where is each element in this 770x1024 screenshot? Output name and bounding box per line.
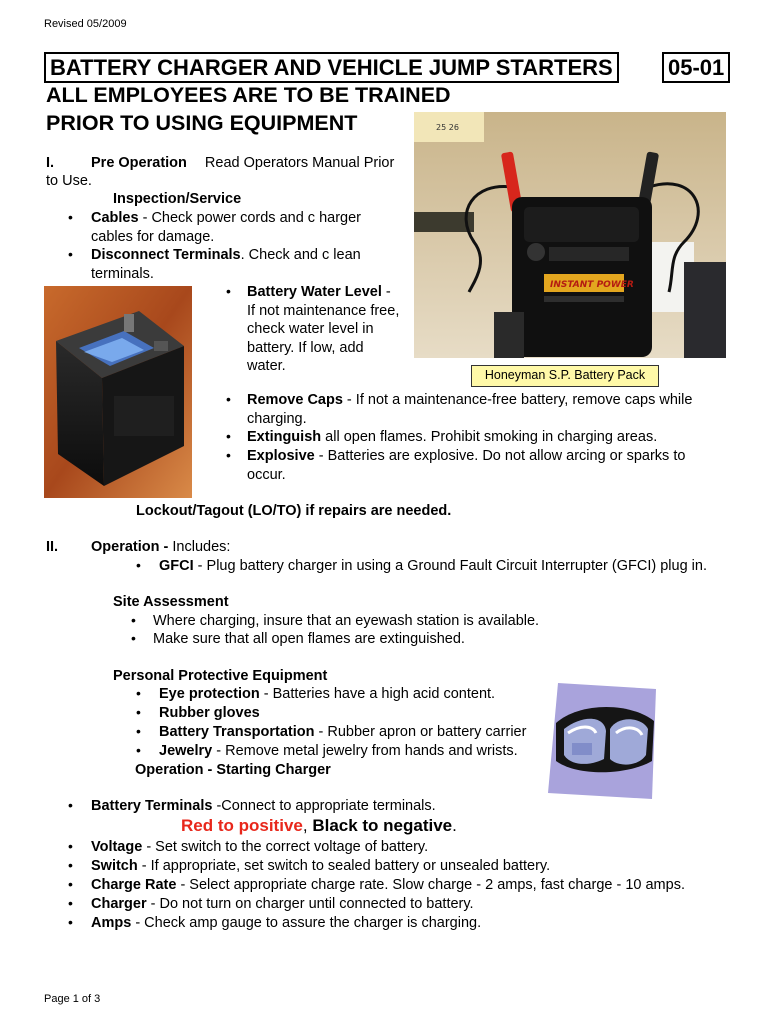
site-assessment-heading: Site Assessment <box>113 594 229 610</box>
section-1-heading: Pre Operation <box>91 155 187 171</box>
battery-terminals-label: Battery Terminals <box>91 798 213 814</box>
switch-text: - If appropriate, set switch to sealed battery or unsealed battery. <box>137 858 551 874</box>
water-level-text-e: water. <box>247 358 286 374</box>
ppe-eye-text: - Batteries have a high acid content. <box>259 686 496 702</box>
section-2-heading-tail: Includes: <box>172 539 231 555</box>
red-to-positive: Red to positive <box>181 816 303 835</box>
water-level-text-c: check water level in <box>247 321 374 337</box>
black-to-negative: Black to negative <box>312 816 453 835</box>
ppe-transport-text: - Rubber apron or battery carrier <box>314 724 527 740</box>
polarity-line <box>181 815 457 837</box>
jump-starter-brand-label: INSTANT POWER <box>550 280 634 290</box>
battery-terminals-text: -Connect to appropriate terminals. <box>212 798 436 814</box>
gfci-label: GFCI <box>159 558 194 574</box>
bullet-icon: • <box>131 630 136 646</box>
bullet-icon: • <box>68 797 73 813</box>
ppe-jewelry-text: - Remove metal jewelry from hands and wrists. <box>212 743 518 759</box>
lockout-note: Lockout/Tagout (LO/TO) if repairs are needed. <box>136 503 452 519</box>
water-level-text-b: If not maintenance free, <box>247 302 400 319</box>
bullet-icon: • <box>68 209 73 225</box>
remove-caps-item <box>247 391 725 428</box>
explosive-text: - Batteries are explosive. Do not allow arcing or sparks to <box>314 448 686 464</box>
ppe-eye-item <box>159 685 495 704</box>
amps-item <box>91 914 481 933</box>
ppe-eye-label: Eye protection <box>159 686 260 702</box>
bullet-icon: • <box>136 704 141 720</box>
bullet-icon: • <box>136 685 141 701</box>
voltage-text: - Set switch to the correct voltage of battery. <box>142 839 429 855</box>
cables-text: - Check power cords and c harger <box>138 210 361 226</box>
charge-rate-label: Charge Rate <box>91 877 177 893</box>
charge-rate-item <box>91 876 685 895</box>
water-level-text-d: battery. If low, add <box>247 339 364 356</box>
explosive-label: Explosive <box>247 448 315 464</box>
ppe-transport-item <box>159 723 526 742</box>
document-code: 05-01 <box>662 52 730 83</box>
bullet-icon: • <box>226 391 231 407</box>
cables-item <box>91 209 402 246</box>
revised-date: Revised 05/2009 <box>44 18 127 30</box>
extinguish-text: all open flames. Prohibit smoking in charging areas. <box>321 429 658 445</box>
switch-item <box>91 857 550 876</box>
gfci-item <box>159 557 707 576</box>
jump-starter-photo <box>414 112 726 358</box>
cables-text-cont: cables for damage. <box>91 228 215 245</box>
extinguish-item <box>247 428 657 447</box>
cables-label: Cables <box>91 210 139 226</box>
section-1-numeral: I. <box>46 155 55 171</box>
charger-item <box>91 895 474 914</box>
polarity-period: . <box>452 816 457 835</box>
ppe-jewelry-item <box>159 742 518 761</box>
explosive-item <box>247 447 725 484</box>
bullet-icon: • <box>68 838 73 854</box>
section-2-heading-line <box>91 538 230 557</box>
voltage-label: Voltage <box>91 839 143 855</box>
battery-photo-graphic <box>44 286 192 498</box>
bullet-icon: • <box>226 283 231 299</box>
disconnect-item <box>91 246 402 283</box>
safety-goggles-icon <box>548 683 660 799</box>
section-1-text: Read Operators Manual Prior <box>204 155 395 171</box>
bullet-icon: • <box>68 895 73 911</box>
section-2-heading: Operation - <box>91 539 173 555</box>
site-item: Where charging, insure that an eyewash station is available. <box>153 613 540 629</box>
subtitle-line-2: PRIOR TO USING EQUIPMENT <box>46 111 358 135</box>
section-1-heading-line <box>91 154 394 173</box>
gfci-text: - Plug battery charger in using a Ground Fault Circuit Interrupter (GFCI) plug in. <box>193 558 707 574</box>
ppe-jewelry-label: Jewelry <box>159 743 213 759</box>
water-level-label: Battery Water Level <box>247 284 382 300</box>
charger-label: Charger <box>91 896 147 912</box>
bullet-icon: • <box>68 876 73 892</box>
battery-photo <box>44 286 192 498</box>
bullet-icon: • <box>68 857 73 873</box>
explosive-text-cont: occur. <box>247 466 286 483</box>
voltage-item <box>91 838 428 857</box>
ppe-transport-label: Battery Transportation <box>159 724 315 740</box>
section-1-text-cont: to Use. <box>46 173 92 189</box>
bullet-icon: • <box>136 557 141 573</box>
ppe-heading: Personal Protective Equipment <box>113 668 328 684</box>
ppe-gloves-item: Rubber gloves <box>159 705 260 721</box>
battery-terminals-item <box>91 797 436 816</box>
water-level-text: - <box>381 284 391 300</box>
site-item: Make sure that all open flames are extinguished. <box>153 631 465 647</box>
wall-calendar-numbers: 25 26 <box>436 123 459 132</box>
bullet-icon: • <box>226 428 231 444</box>
safety-goggles-graphic <box>548 683 660 799</box>
switch-label: Switch <box>91 858 138 874</box>
disconnect-text-cont: terminals. <box>91 265 154 282</box>
bullet-icon: • <box>68 914 73 930</box>
extinguish-label: Extinguish <box>247 429 322 445</box>
polarity-comma: , <box>302 816 313 835</box>
bullet-icon: • <box>136 742 141 758</box>
document-title: BATTERY CHARGER AND VEHICLE JUMP STARTERS <box>44 52 619 83</box>
photo-caption: Honeyman S.P. Battery Pack <box>471 365 659 387</box>
bullet-icon: • <box>131 612 136 628</box>
disconnect-label: Disconnect Terminals <box>91 247 241 263</box>
bullet-icon: • <box>226 447 231 463</box>
subtitle-line-1: ALL EMPLOYEES ARE TO BE TRAINED <box>46 83 451 107</box>
page-number: Page 1 of 3 <box>44 993 101 1005</box>
remove-caps-label: Remove Caps <box>247 392 343 408</box>
bullet-icon: • <box>136 723 141 739</box>
inspection-heading: Inspection/Service <box>113 191 242 207</box>
jump-starter-graphic <box>414 112 726 358</box>
remove-caps-text: - If not a maintenance-free battery, remove caps while <box>342 392 693 408</box>
charger-text: - Do not turn on charger until connected to battery. <box>146 896 474 912</box>
amps-label: Amps <box>91 915 132 931</box>
disconnect-text: . Check and c lean <box>240 247 361 263</box>
water-level-item <box>247 283 402 376</box>
section-2-numeral: II. <box>46 539 59 555</box>
starting-charger-heading: Operation - Starting Charger <box>135 762 331 778</box>
charge-rate-text: - Select appropriate charge rate. Slow charge - 2 amps, fast charge - 10 amps. <box>176 877 685 893</box>
amps-text: - Check amp gauge to assure the charger is charging. <box>131 915 482 931</box>
bullet-icon: • <box>68 246 73 262</box>
remove-caps-text-cont: charging. <box>247 410 307 427</box>
